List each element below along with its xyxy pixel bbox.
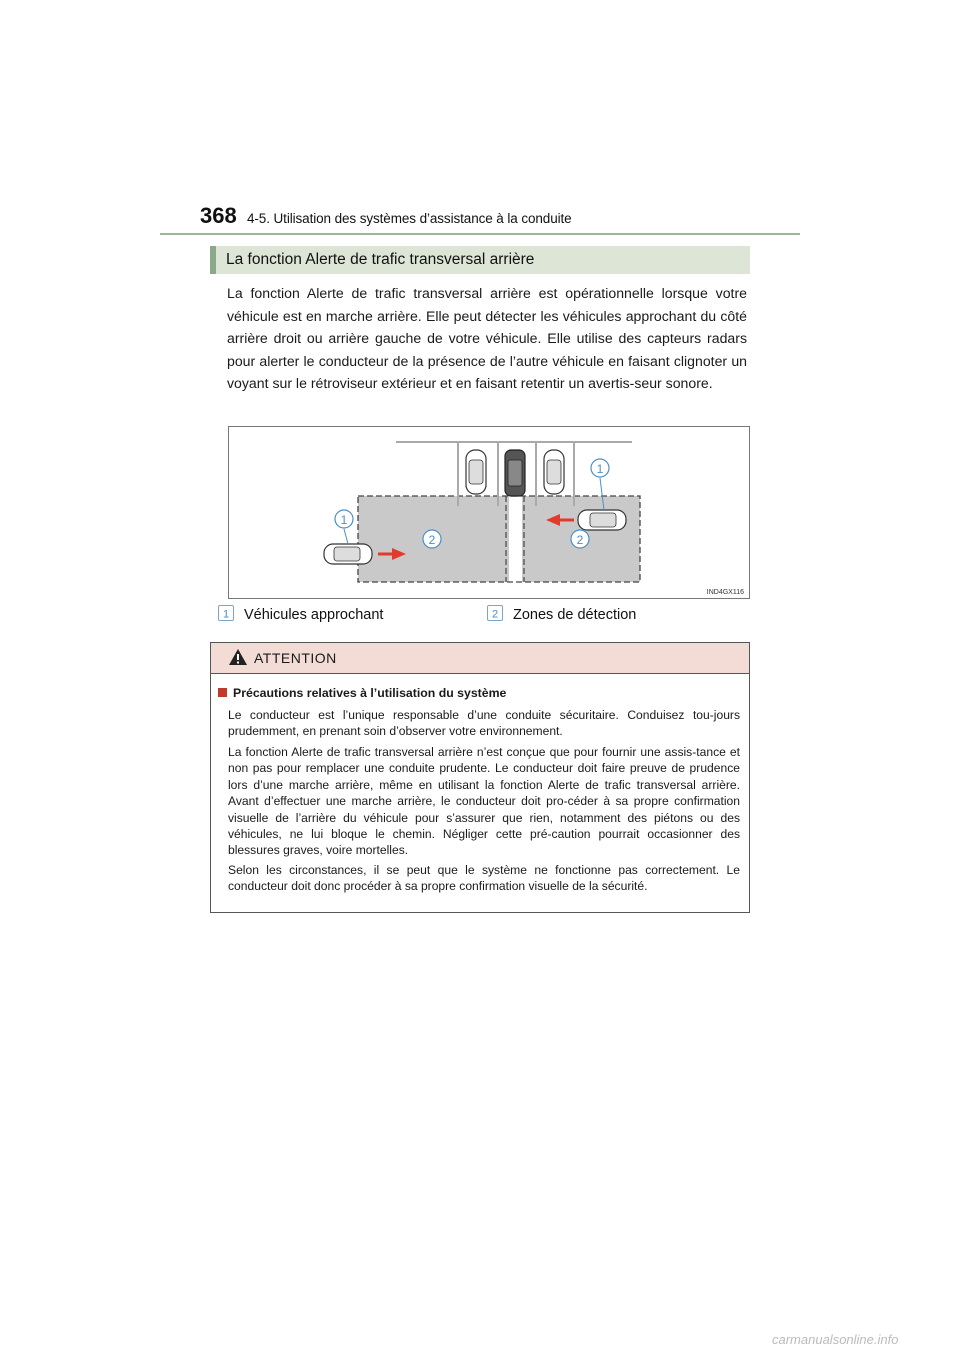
svg-text:1: 1 [222,608,230,620]
legend-label: Véhicules approchant [244,607,384,623]
warning-subtitle-text: Précautions relatives à l’utilisation du système [233,686,507,700]
callout-2-left [423,530,441,548]
section-heading-text: La fonction Alerte de trafic transversal arrière [226,251,535,268]
warning-title: ATTENTION [254,650,337,666]
warning-box [210,642,750,913]
warning-paragraph: Le conducteur est l’unique responsable d’une conduite sécuritaire. Conduisez tou-jours prudemment, en prenant soin d’observer votre environnement. [228,708,740,739]
callout-1-left [335,510,353,528]
page-number: 368 [200,203,237,228]
approaching-vehicle-right [578,510,626,530]
header-divider [160,233,800,235]
section-heading [210,246,750,274]
svg-text:1: 1 [340,513,348,527]
svg-text:2: 2 [576,533,584,547]
warning-triangle-icon [228,648,248,666]
callout-2-right [571,530,589,548]
warning-subtitle [218,686,506,700]
legend-number-badge [487,605,503,621]
parked-car-right [544,450,564,494]
legend-label: Zones de détection [513,607,637,623]
approaching-vehicle-left [324,544,372,564]
svg-text:2: 2 [491,608,499,620]
callout-1-right [591,459,609,477]
legend-number-badge [218,605,234,621]
warning-paragraph: La fonction Alerte de trafic transversal arrière n’est conçue que pour fournir une assis-tance et non pas pour remplacer une conduite prudente. Le conducteur doit faire preuve de prudence lors d’une marche arrière, même en utilisant la fonction Alerte de trafic transversal arrière. Avant d’effectuer une marche arrière, le conducteur doit pro-céder à sa propre confirmation visuelle de l’arrière du véhicule pour s’assurer que rien, notamment des piétons ou des véhicules, ne lui bloque le chemin. Négliger cette pré-caution pourrait occasionner des blessures graves, voire mortelles. [228,745,740,858]
own-vehicle-reversing [505,450,525,496]
watermark: carmanualsonline.info [772,1332,899,1347]
parking-diagram [228,426,750,599]
legend-item-approaching [218,605,383,623]
bullet-square-icon [218,688,227,697]
parked-car-left [466,450,486,494]
warning-paragraph: Selon les circonstances, il se peut que le système ne fonctionne pas correctement. Le conducteur doit donc procéder à sa propre confirmation visuelle de la sécurité. [228,863,740,894]
svg-text:1: 1 [596,462,604,476]
svg-text:2: 2 [428,533,436,547]
rear-cross-traffic-figure [228,426,750,599]
running-header: 4-5. Utilisation des systèmes d’assistance à la conduite [247,211,572,226]
figure-code: IND4GX116 [706,589,744,596]
warning-header [211,643,749,674]
legend-item-zones [487,605,636,623]
intro-paragraph: La fonction Alerte de trafic transversal arrière est opérationnelle lorsque votre véhicule est en marche arrière. Elle peut détecter les véhicules approchant du côté arrière droit ou arrière gauche de votre véhicule. Elle utilise des capteurs radars pour alerter le conducteur de la présence de l’autre véhicule en faisant clignoter un voyant sur le rétroviseur extérieur et en faisant retentir un avertis-seur sonore. [227,285,747,392]
